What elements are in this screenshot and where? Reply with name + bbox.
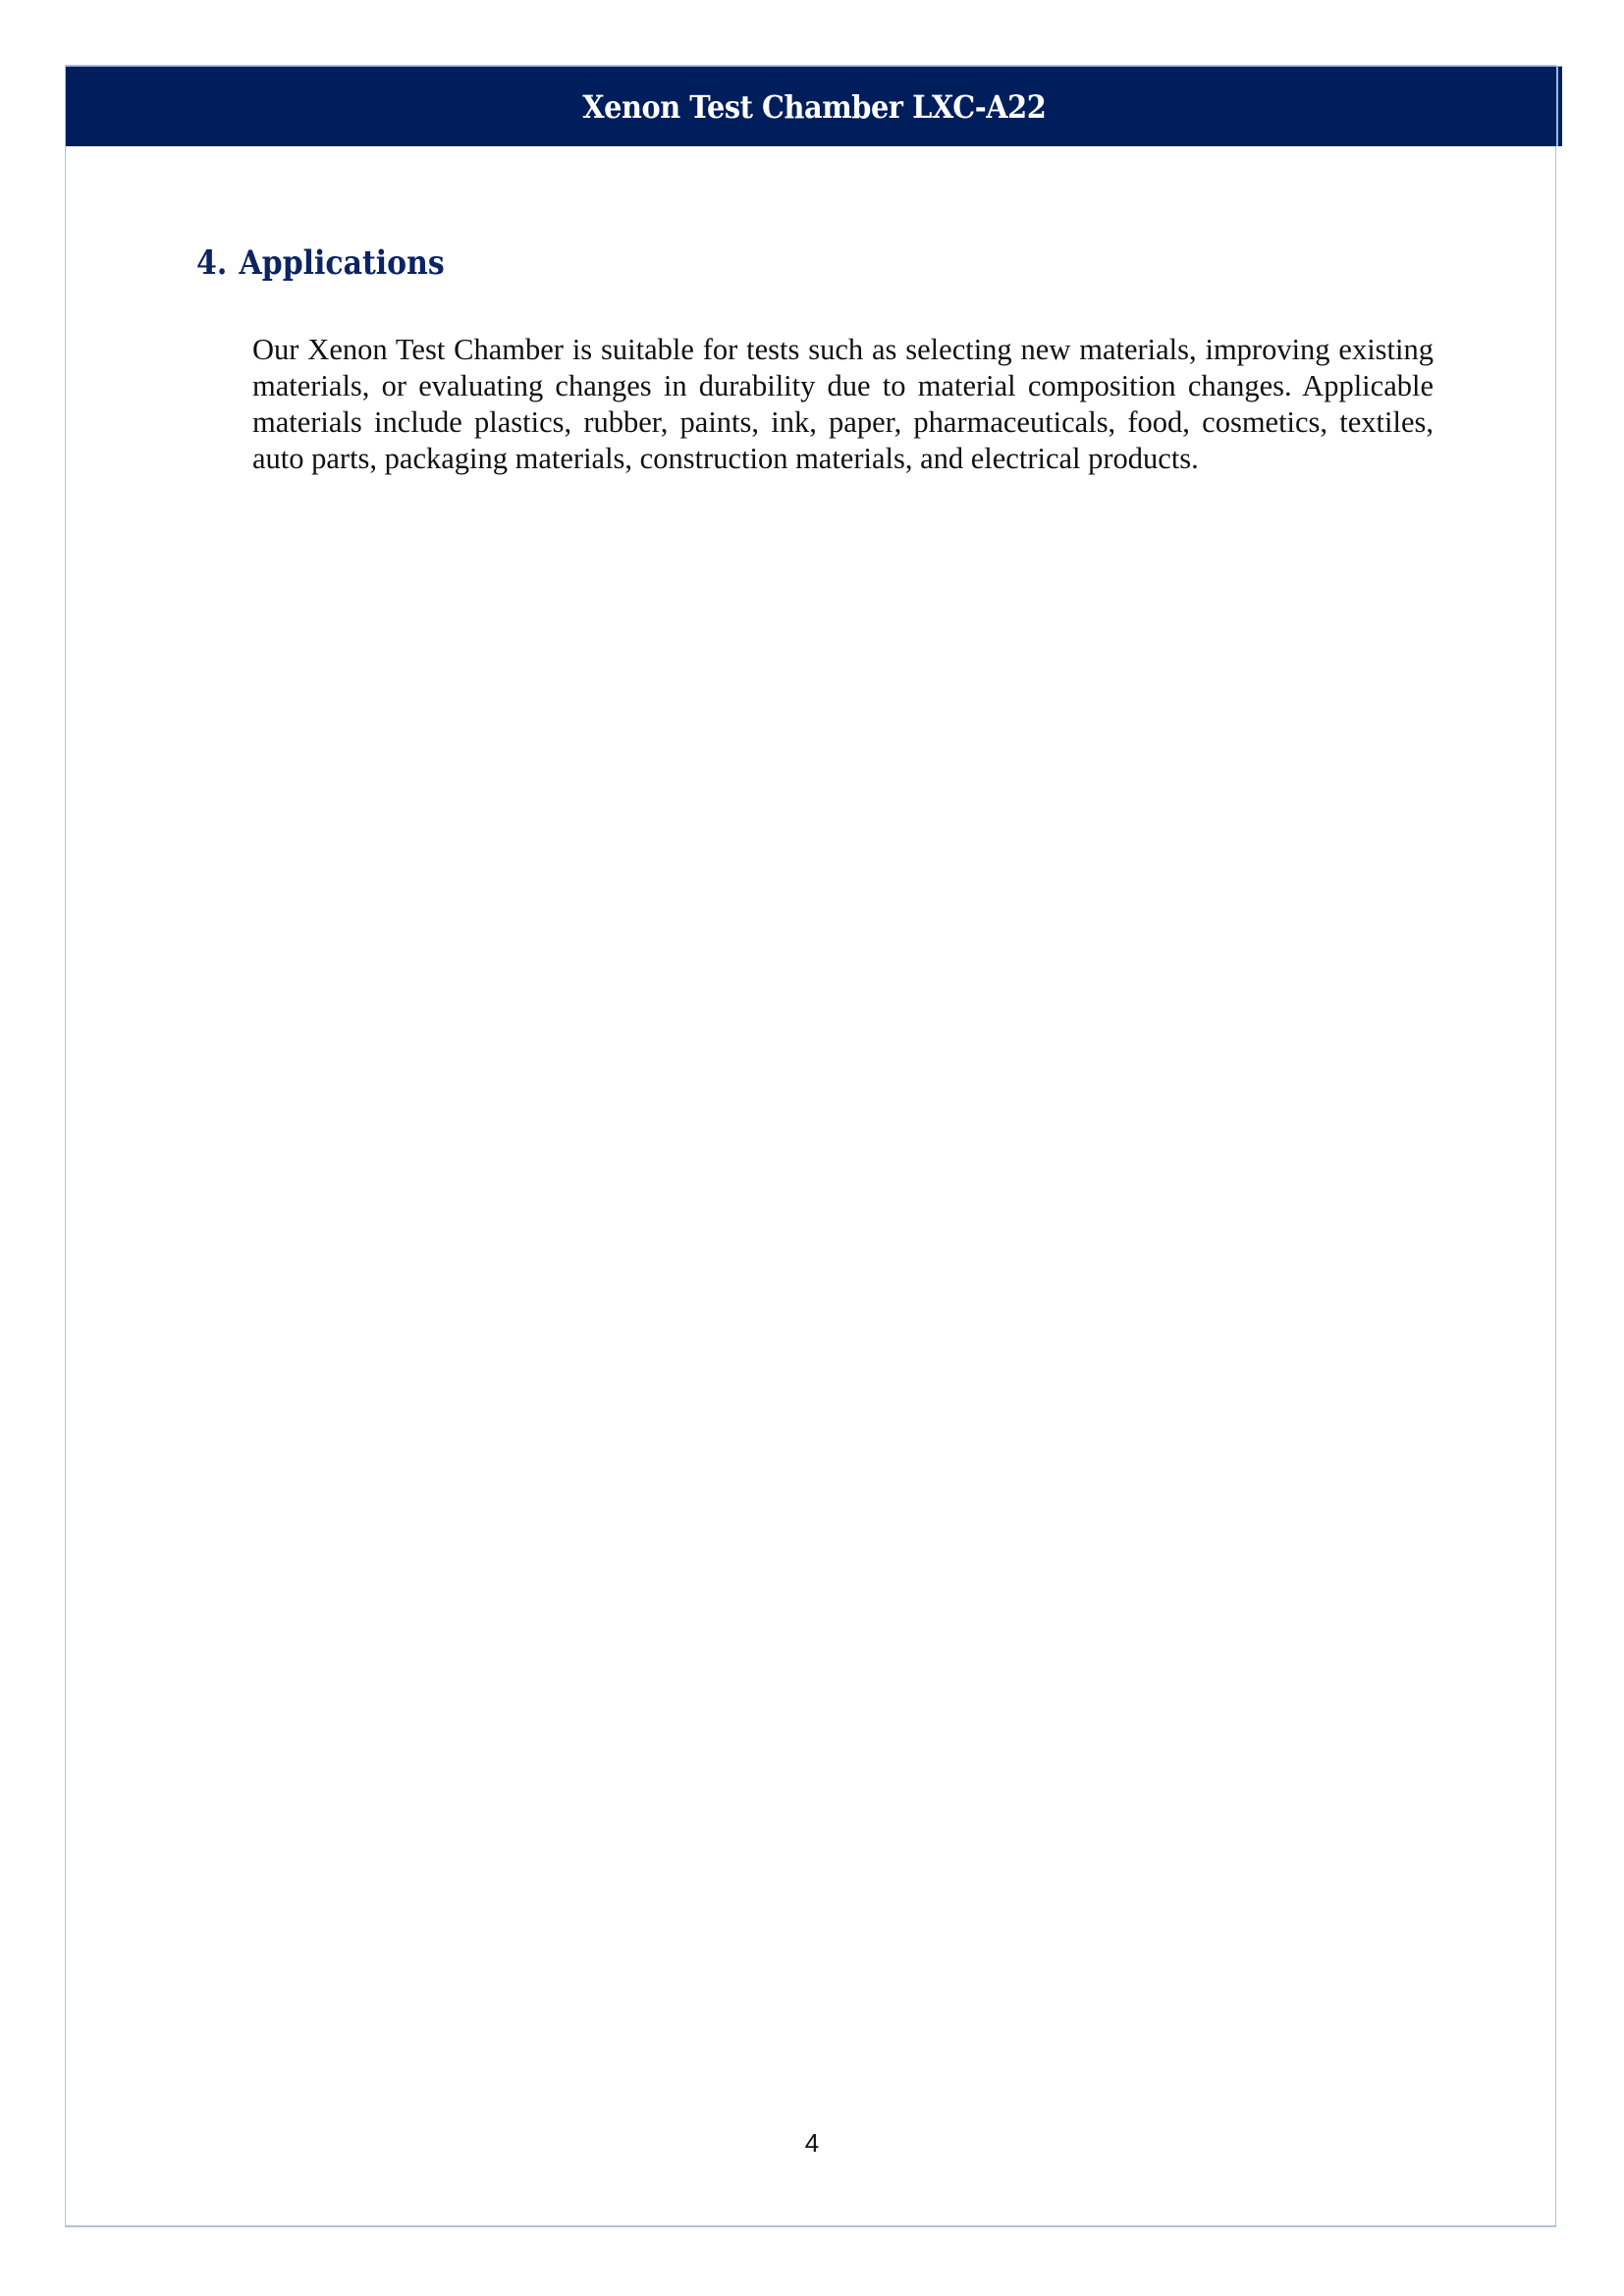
document-header [66,66,1562,146]
section-title: Applications [239,243,445,283]
section-body-paragraph: Our Xenon Test Chamber is suitable for tests such as selecting new materials, improving existing materials, or evaluating changes in durability due to material composition changes. Applicable materials include plastics, rubber, paints, ink, paper, pharmaceuticals, food, cosmetics, textiles, auto parts, packaging materials, construction materials, and electrical products. [252,333,1434,475]
section-number: 4. [196,243,228,283]
section-heading [196,243,445,283]
page-number: 4 [804,2128,820,2158]
document-title: Xenon Test Chamber LXC-A22 [581,87,1047,126]
